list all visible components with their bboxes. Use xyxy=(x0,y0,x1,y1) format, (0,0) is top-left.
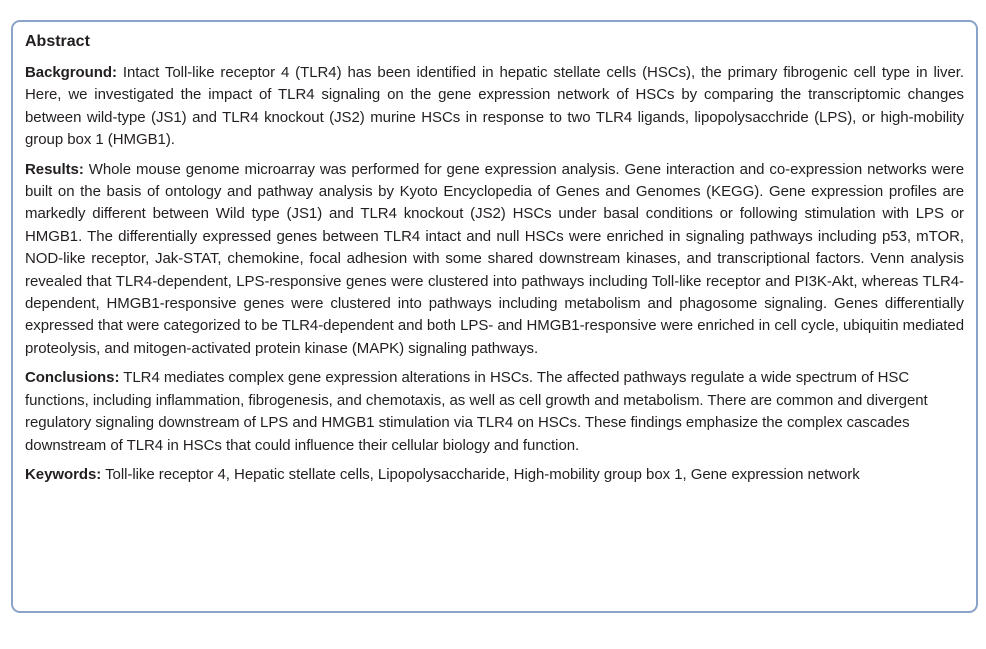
keywords-label: Keywords: xyxy=(25,465,102,483)
background-label: Background: xyxy=(25,64,117,81)
results-text: Whole mouse genome microarray was performed for gene expression analysis. Gene interaction and co-expression networks were built on the basis of ontology and pathway analysis by Kyoto Encyclopedia of Genes and Genomes (KEGG). Gene expression profiles are markedly different between Wild type (JS1) and TLR4 knockout (JS2) HSCs under basal conditions or following stimulation with LPS or HMGB1. The differentially expressed genes between TLR4 intact and null HSCs were enriched in signaling pathways including p53, mTOR, NOD-like receptor, Jak-STAT, chemokine, focal adhesion with some shared downstream kinases, and transcriptional factors. Venn analysis revealed that TLR4-dependent, LPS-responsive genes were clustered into pathways including Toll-like receptor and PI3K-Akt, whereas TLR4-dependent, HMGB1-responsive genes were clustered into pathways including metabolism and phagosome signaling. Genes differentially expressed that were categorized to be TLR4-dependent and both LPS- and HMGB1-responsive were enriched in cell cycle, ubiquitin mediated proteolysis, and mitogen-activated protein kinase (MAPK) signaling pathways. xyxy=(25,160,964,357)
abstract-title: Abstract xyxy=(25,33,90,50)
conclusions-section xyxy=(25,367,964,457)
keywords-section xyxy=(25,464,964,486)
results-label: Results: xyxy=(25,160,84,178)
background-section xyxy=(25,62,964,152)
keywords-text: Toll-like receptor 4, Hepatic stellate cells, Lipopolysaccharide, High-mobility group box 1, Gene expression network xyxy=(101,465,860,483)
background-text: Intact Toll-like receptor 4 (TLR4) has been identified in hepatic stellate cells (HSCs), the primary fibrogenic cell type in liver. Here, we investigated the impact of TLR4 signaling on the gene expression network of HSCs by comparing the transcriptomic changes between wild-type (JS1) and TLR4 knockout (JS2) murine HSCs in response to two TLR4 ligands, lipopolysacchride (LPS), or high-mobility group box 1 (HMGB1). xyxy=(25,64,964,149)
results-section xyxy=(25,159,964,361)
conclusions-text: TLR4 mediates complex gene expression alterations in HSCs. The affected pathways regulate a wide spectrum of HSC functions, including inflammation, fibrogenesis, and chemotaxis, as well as cell growth and metabolism. There are common and divergent regulatory signaling downstream of LPS and HMGB1 stimulation via TLR4 on HSCs. These findings emphasize the complex cascades downstream of TLR4 in HSCs that could influence their cellular biology and function. xyxy=(25,369,928,454)
abstract-box xyxy=(11,20,978,613)
conclusions-label: Conclusions: xyxy=(25,369,120,387)
